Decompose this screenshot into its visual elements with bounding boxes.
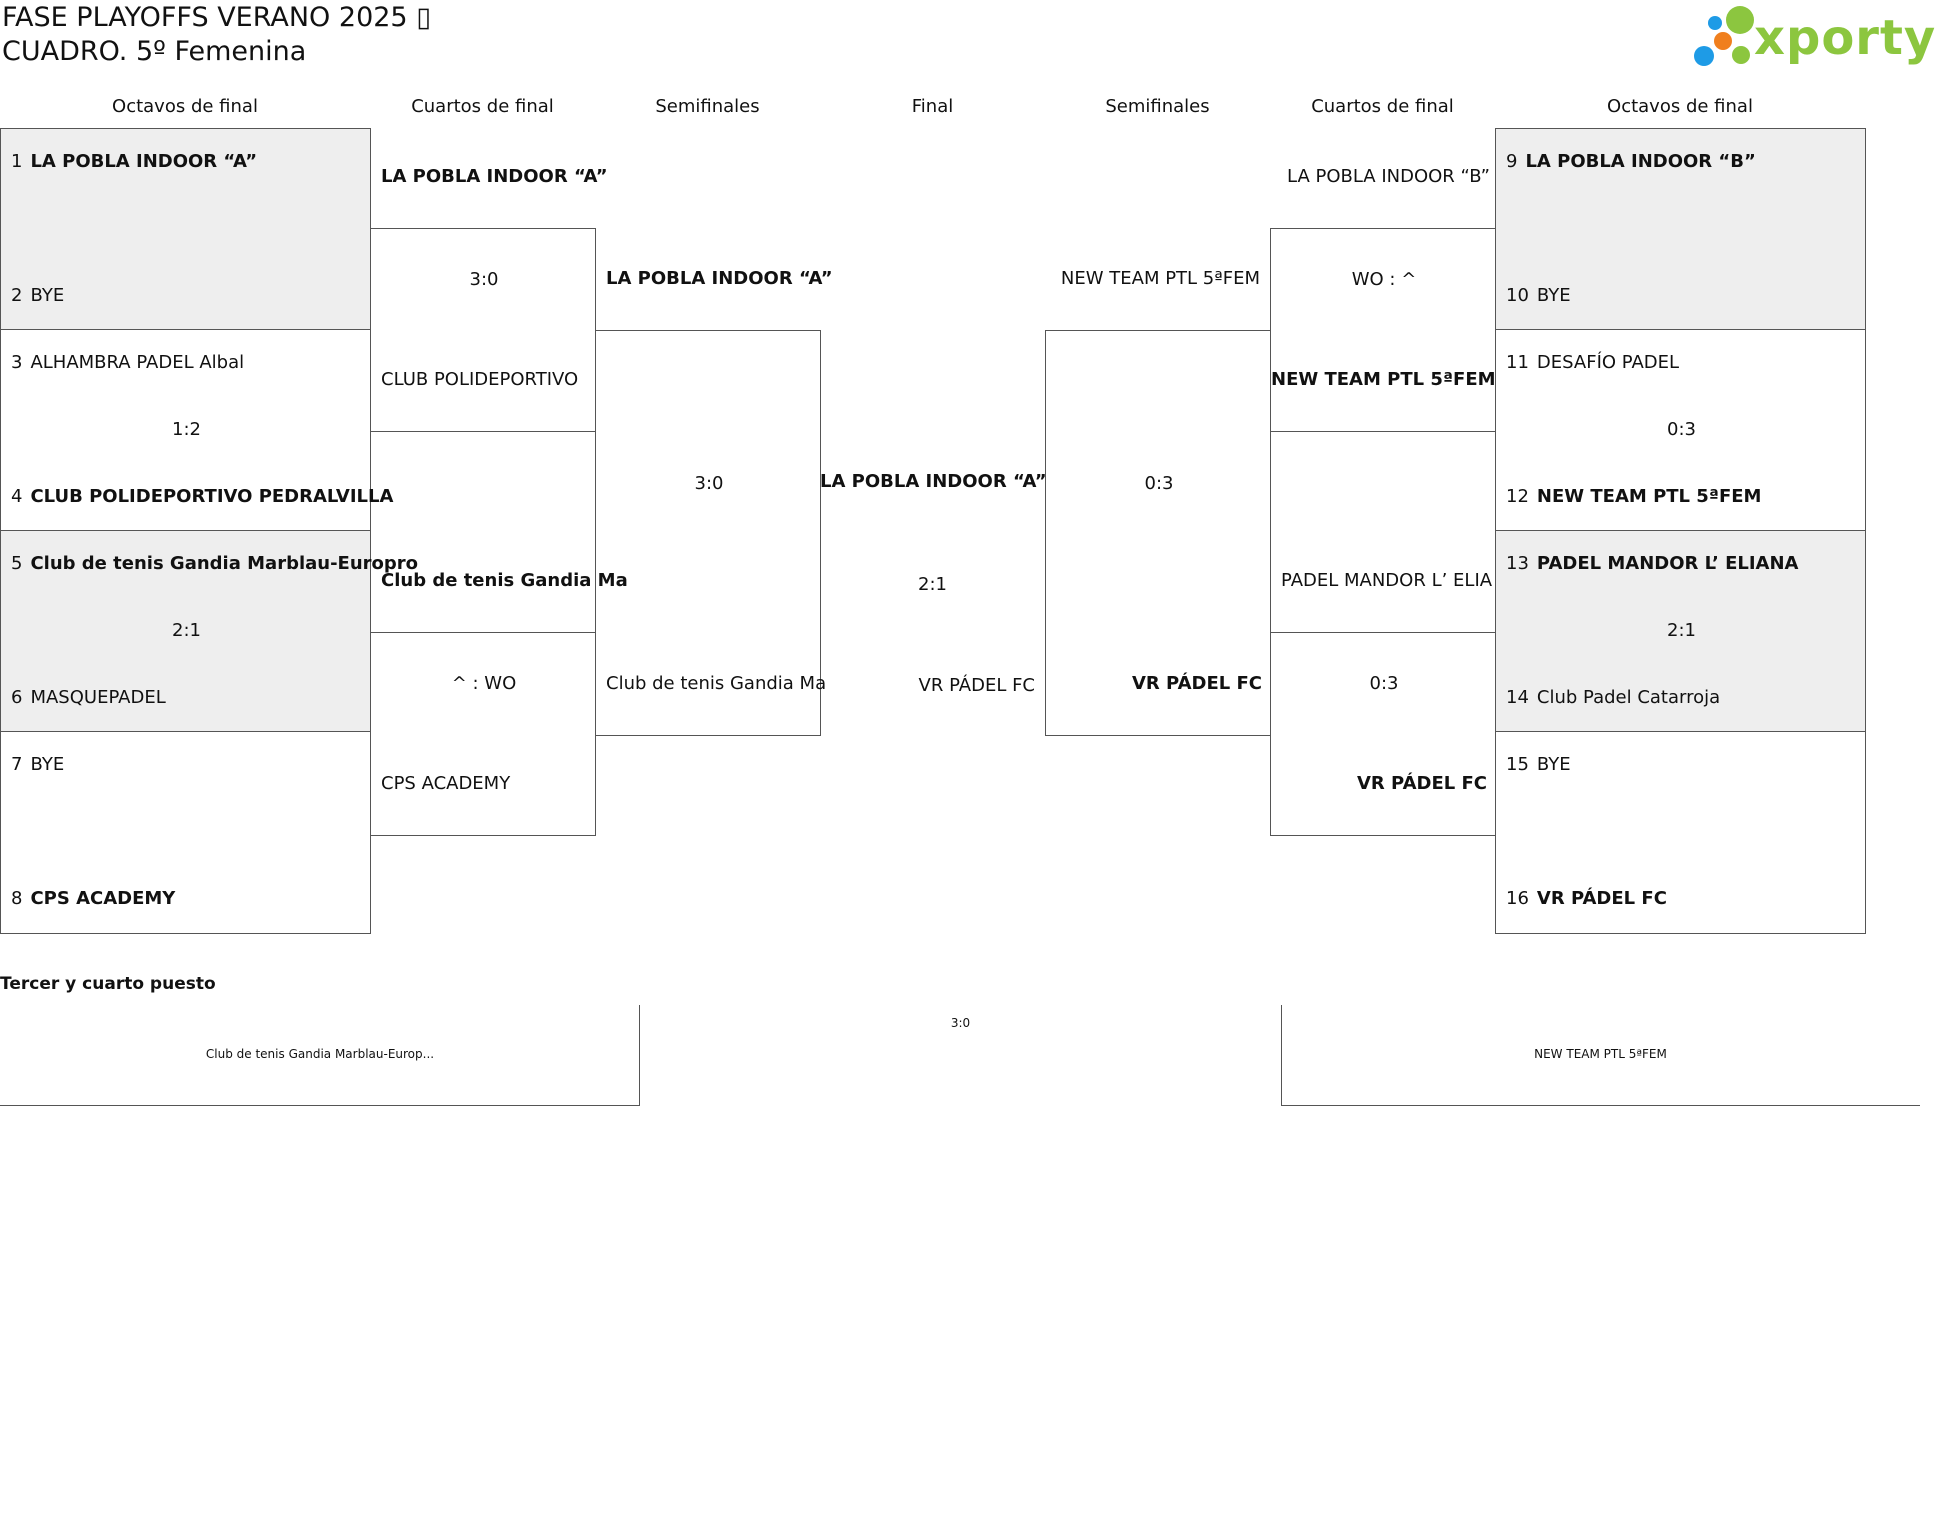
team-entry: 1 LA POBLA INDOOR “A” [11,151,258,172]
match-score: 0:3 [1667,419,1696,440]
right-octavos-match-4 [1495,731,1866,934]
team-entry: 6 MASQUEPADEL [11,687,166,708]
match-score: WO : ^ [1351,269,1417,290]
third-place-heading: Tercer y cuarto puesto [0,974,216,994]
left-octavos-match-1 [0,128,371,330]
final-team-a: LA POBLA INDOOR “A” [820,471,1047,492]
match-score: 1:2 [172,419,201,440]
match-score: 0:3 [1144,473,1174,494]
team-entry: 12 NEW TEAM PTL 5ªFEM [1506,486,1762,507]
left-cuartos-match-1 [370,228,596,432]
page-title: FASE PLAYOFFS VERANO 2025 ▯ [2,2,432,33]
right-semi-match [1045,330,1271,736]
team-entry: 3 ALHAMBRA PADEL Albal [11,352,245,373]
right-octavos-match-2 [1495,329,1866,531]
right-cuartos-1-team-a: LA POBLA INDOOR “B” [1287,166,1490,187]
left-octavos-match-2 [0,329,394,531]
round-heading-final: Final [911,96,954,117]
match-score: 3:0 [694,473,724,494]
team-entry: 4 CLUB POLIDEPORTIVO PEDRALVILLA [11,486,394,507]
right-cuartos-match-1 [1270,228,1496,432]
team-entry: CLUB POLIDEPORTIVO [381,369,579,390]
third-place-team-b: NEW TEAM PTL 5ªFEM [1534,1047,1667,1061]
team-entry: NEW TEAM PTL 5ªFEM [1271,369,1496,390]
xporty-logo [1692,4,1936,70]
match-score: 2:1 [172,620,201,641]
page-subtitle: CUADRO. 5º Femenina [2,36,307,67]
logo-dot-blue-small [1708,16,1722,30]
team-entry: CPS ACADEMY [381,773,511,794]
logo-dot-orange [1714,32,1732,50]
final-score: 2:1 [918,574,947,595]
round-heading-right-octavos: Octavos de final [1607,96,1753,117]
final-team-b: VR PÁDEL FC [918,675,1035,696]
round-heading-left-semis: Semifinales [655,96,760,117]
team-entry: 11 DESAFÍO PADEL [1506,352,1680,373]
third-place-team-a: Club de tenis Gandia Marblau-Europ... [205,1047,435,1061]
left-semi-team-a: LA POBLA INDOOR “A” [606,268,833,289]
team-entry: 9 LA POBLA INDOOR “B” [1506,151,1756,172]
team-entry: 7 BYE [11,754,65,775]
logo-dot-blue [1694,46,1714,66]
match-score: 3:0 [469,269,499,290]
third-place-score: 3:0 [950,1016,971,1030]
team-entry: VR PÁDEL FC [1356,773,1487,794]
team-entry: 15 BYE [1506,754,1571,775]
team-entry: 16 VR PÁDEL FC [1506,888,1667,909]
round-heading-left-octavos: Octavos de final [112,96,258,117]
round-heading-left-cuartos: Cuartos de final [411,96,554,117]
left-cuartos-match-2 [370,632,596,836]
team-entry: 5 Club de tenis Gandia Marblau-Europro [11,553,419,574]
team-entry: 14 Club Padel Catarroja [1506,687,1721,708]
left-cuartos-1-team-a: LA POBLA INDOOR “A” [381,166,608,187]
right-octavos-match-3 [1495,530,1866,732]
team-entry: 8 CPS ACADEMY [11,888,176,909]
round-heading-right-semis: Semifinales [1105,96,1210,117]
left-octavos-match-4 [0,731,371,934]
team-entry: 2 BYE [11,285,65,306]
match-score: 0:3 [1369,673,1399,694]
logo-text: xporty [1754,10,1936,66]
right-cuartos-2-team-a: PADEL MANDOR L’ ELIA [1281,570,1493,591]
left-cuartos-2-team-a: Club de tenis Gandia Ma [381,570,628,591]
team-entry: VR PÁDEL FC [1131,673,1262,694]
team-entry: 10 BYE [1506,285,1571,306]
logo-dot-green-small [1732,46,1750,64]
right-cuartos-match-2 [1270,632,1496,836]
team-entry: Club de tenis Gandia Ma [606,673,827,694]
round-heading-right-cuartos: Cuartos de final [1311,96,1454,117]
match-score: 2:1 [1667,620,1696,641]
match-score: ^ : WO [451,673,517,694]
right-semi-team-a: NEW TEAM PTL 5ªFEM [1060,268,1260,289]
team-entry: 13 PADEL MANDOR L’ ELIANA [1506,553,1799,574]
logo-dot-green [1726,6,1754,34]
left-octavos-match-3 [0,530,419,732]
right-octavos-match-1 [1495,128,1866,330]
left-semi-match [595,330,827,736]
